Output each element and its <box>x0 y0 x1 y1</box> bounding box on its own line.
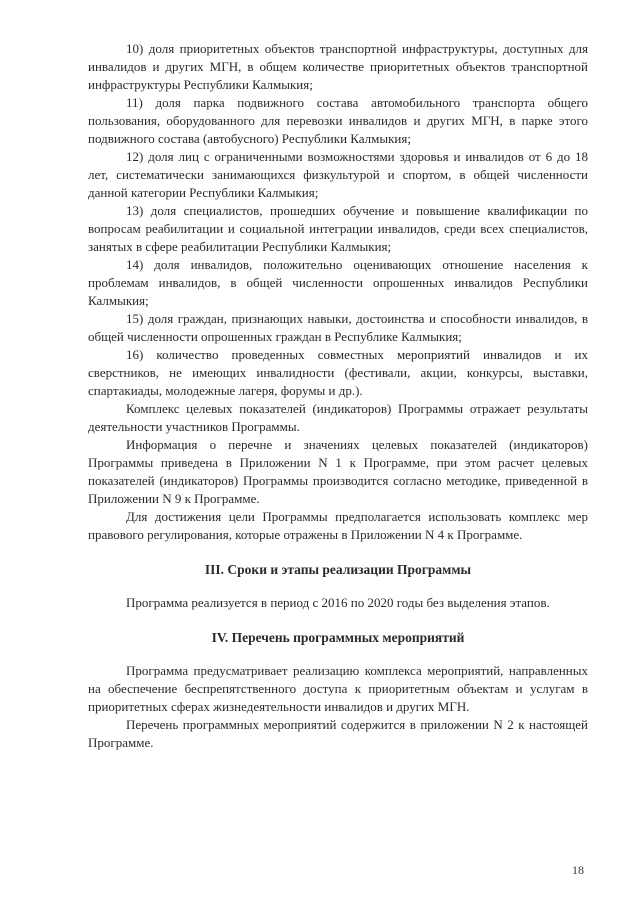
paragraph-indicator-10: 10) доля приоритетных объектов транспортной инфраструктуры, доступных для инвалидов и других МГН, в общем количестве приоритетных объектов транспортной инфраструктуры Республики Калмыкия; <box>88 41 588 92</box>
paragraph-activities-complex: Программа предусматривает реализацию комплекса мероприятий, направленных на обеспечение беспрепятственного доступа к приоритетным объектам и услугам в приоритетных сферах жизнедеятельности инвалидов и других МГН. <box>88 663 588 714</box>
section-heading-terms: III. Сроки и этапы реализации Программы <box>204 562 472 577</box>
paragraph-indicator-16: 16) количество проведенных совместных мероприятий инвалидов и их сверстников, не имеющих инвалидности (фестивали, акции, конкурсы, выставки, спартакиады, молодежные лагеря, форумы и др.). <box>88 347 588 398</box>
paragraph-indicator-15: 15) доля граждан, признающих навыки, достоинства и способности инвалидов, в общей численности опрошенных граждан в Республике Калмыкия; <box>88 311 588 344</box>
paragraph-indicators-info: Информация о перечне и значениях целевых показателей (индикаторов) Программы приведена в Приложении N 1 к Программе, при этом расчет целевых показателей (индикаторов) Программы производится согласно методике, приведенной в Приложении N 9 к Программе. <box>88 437 588 506</box>
paragraph-indicator-12: 12) доля лиц с ограниченными возможностями здоровья и инвалидов от 6 до 18 лет, систематически занимающихся физкультурой и спортом, в общей численности данной категории Республики Калмыкия; <box>88 149 588 200</box>
paragraph-activities-list-reference: Перечень программных мероприятий содержится в приложении N 2 к настоящей Программе. <box>88 717 588 750</box>
paragraph-program-period: Программа реализуется в период с 2016 по 2020 годы без выделения этапов. <box>126 595 550 610</box>
paragraph-indicator-13: 13) доля специалистов, прошедших обучение и повышение квалификации по вопросам реабилитации и социальной интеграции инвалидов, среди всех специалистов, занятых в сфере реабилитации Республики Калмыкия; <box>88 203 588 254</box>
paragraph-indicator-14: 14) доля инвалидов, положительно оценивающих отношение населения к проблемам инвалидов, в общей численности опрошенных инвалидов Республики Калмыкия; <box>88 257 588 308</box>
paragraph-legal-measures: Для достижения цели Программы предполагается использовать комплекс мер правового регулирования, которые отражены в Приложении N 4 к Программе. <box>88 509 588 542</box>
section-heading-activities: IV. Перечень программных мероприятий <box>211 630 465 645</box>
document-page <box>88 40 588 752</box>
page-number: 18 <box>572 863 584 877</box>
paragraph-indicator-11: 11) доля парка подвижного состава автомобильного транспорта общего пользования, оборудованного для перевозки инвалидов и других МГН, в парке этого подвижного состава (автобусного) Республики Калмыкия; <box>88 95 588 146</box>
paragraph-indicators-complex: Комплекс целевых показателей (индикаторов) Программы отражает результаты деятельности участников Программы. <box>88 401 588 434</box>
